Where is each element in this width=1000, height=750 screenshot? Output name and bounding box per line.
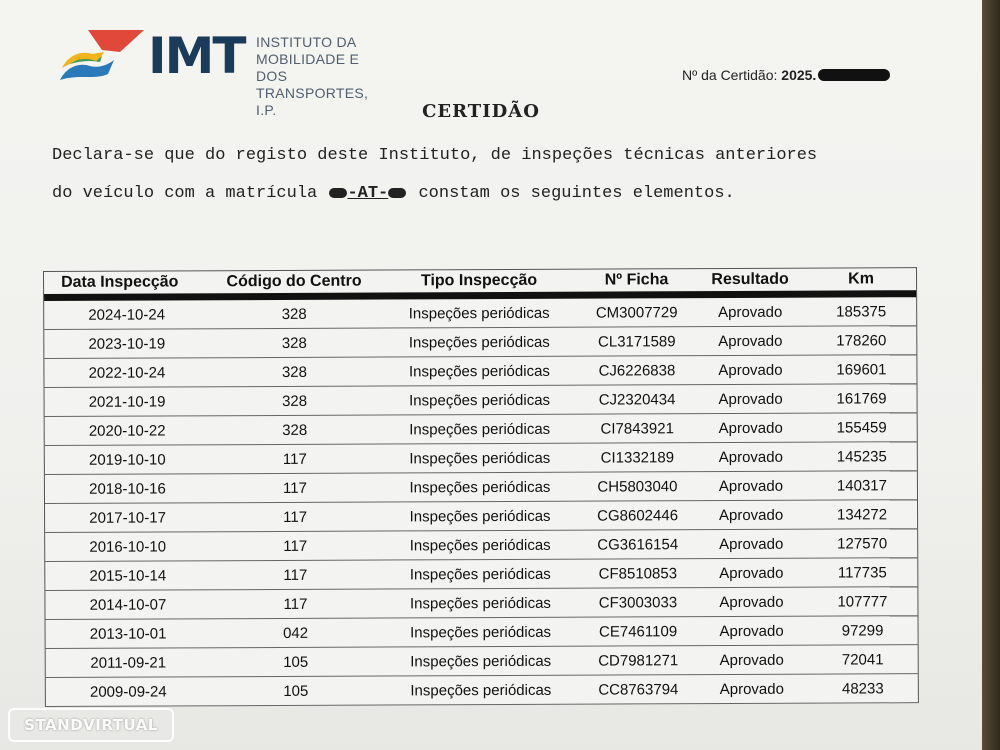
cell-type: Inspeções periódicas: [409, 507, 551, 525]
cell-sheet-no: CF3003033: [598, 593, 678, 612]
cell-km: 140317: [836, 476, 888, 495]
cell-type: Inspeções periódicas: [409, 449, 551, 467]
cell-date: 2009-09-24: [89, 682, 167, 701]
cell-type: Inspeções periódicas: [410, 681, 552, 699]
cell-result: Aprovado: [718, 448, 783, 466]
col-header-result: Resultado: [711, 270, 789, 289]
col-header-date: Data Inspecção: [61, 273, 179, 291]
cell-date: 2015-10-14: [89, 566, 167, 585]
cell-sheet-no: CG8602446: [597, 506, 679, 525]
declaration-line-2-start: do veículo com a matrícula: [52, 184, 318, 203]
table-row: [45, 587, 917, 620]
table-row: [44, 326, 916, 359]
cell-result: Aprovado: [719, 622, 784, 640]
col-header-km: Km: [848, 270, 874, 288]
cell-type: Inspeções periódicas: [409, 565, 551, 583]
certificate-number-value: 2025.: [781, 67, 817, 83]
cell-sheet-no: CJ6226838: [598, 361, 676, 380]
certificate-number: [682, 67, 890, 83]
table-row: [45, 529, 917, 562]
cell-result: Aprovado: [718, 477, 784, 495]
cell-type: Inspeções periódicas: [409, 420, 551, 438]
cell-date: 2011-09-21: [90, 653, 167, 672]
cell-center-code: 117: [283, 537, 308, 555]
plate-redaction-left: [329, 188, 347, 198]
col-header-sheet-no: Nº Ficha: [604, 271, 669, 289]
cell-type: Inspeções periódicas: [408, 304, 550, 322]
cell-result: Aprovado: [718, 332, 783, 350]
cell-km: 134272: [837, 505, 888, 524]
cell-center-code: 117: [283, 595, 308, 613]
cell-sheet-no: CH5803040: [597, 477, 678, 496]
cell-km: 169601: [836, 360, 887, 379]
cell-type: Inspeções periódicas: [410, 623, 552, 641]
cell-sheet-no: CG3616154: [597, 535, 679, 554]
table-row: [46, 645, 918, 678]
cell-center-code: 328: [282, 421, 308, 439]
cell-sheet-no: CD7981271: [598, 651, 679, 670]
cell-sheet-no: CL3171589: [597, 332, 676, 351]
institute-line-1: INSTITUTO DA: [256, 34, 357, 50]
table-row: [45, 500, 917, 533]
cell-type: Inspeções periódicas: [409, 391, 551, 409]
cell-type: Inspeções periódicas: [408, 333, 550, 351]
cell-date: 2019-10-10: [88, 450, 166, 469]
cell-center-code: 117: [282, 479, 307, 497]
cell-km: 161769: [836, 389, 887, 408]
cell-km: 72041: [841, 650, 884, 669]
cell-date: 2022-10-24: [88, 363, 166, 382]
cell-center-code: 328: [281, 363, 307, 381]
plate-middle: -AT-: [347, 184, 389, 203]
cell-result: Aprovado: [718, 419, 783, 437]
cell-result: Aprovado: [718, 303, 783, 321]
col-header-center-code: Código do Centro: [226, 272, 362, 291]
col-header-type: Tipo Inspecção: [420, 271, 538, 290]
cell-result: Aprovado: [719, 535, 784, 553]
cell-km: 107777: [837, 592, 888, 611]
cell-km: 97299: [841, 621, 884, 640]
cell-km: 117735: [837, 563, 887, 582]
institute-line-3: TRANSPORTES, I.P.: [256, 85, 369, 118]
table-row: [44, 297, 916, 330]
cell-sheet-no: CF8510853: [598, 564, 678, 583]
cell-date: 2016-10-10: [89, 537, 167, 556]
imt-logo: [58, 27, 388, 118]
license-plate: [327, 184, 408, 203]
cell-center-code: 117: [282, 450, 307, 468]
declaration-line-1: Declara-se que do registo deste Instituto, de inspeções técnicas anteriores: [52, 146, 818, 165]
cell-km: 145235: [836, 447, 887, 466]
cell-km: 48233: [841, 679, 884, 698]
cell-sheet-no: CE7461109: [598, 622, 678, 641]
cell-km: 185375: [836, 302, 887, 321]
cell-sheet-no: CI7843921: [600, 419, 674, 438]
declaration-line-2: [52, 184, 932, 203]
cell-center-code: 042: [283, 624, 309, 642]
imt-logo-wordmark: IMT: [148, 27, 245, 85]
cell-center-code: 105: [283, 682, 309, 700]
table-row: [45, 471, 917, 504]
cell-sheet-no: CM3007729: [595, 303, 678, 322]
cell-date: 2017-10-17: [89, 508, 166, 527]
cell-center-code: 328: [282, 392, 308, 410]
table-row: [46, 616, 918, 649]
cell-result: Aprovado: [718, 506, 784, 524]
background-edge: [982, 0, 1000, 750]
cell-type: Inspeções periódicas: [409, 536, 551, 554]
cell-type: Inspeções periódicas: [408, 362, 550, 380]
cell-result: Aprovado: [719, 680, 784, 698]
page-title: CERTIDÃO: [422, 101, 540, 122]
cell-result: Aprovado: [718, 361, 783, 379]
table-row: [45, 384, 917, 417]
cell-date: 2023-10-19: [88, 334, 166, 353]
cell-type: Inspeções periódicas: [410, 652, 552, 670]
inspections-table: [43, 267, 919, 707]
cell-sheet-no: CI1332189: [600, 448, 675, 467]
table-body: [44, 297, 918, 707]
cell-type: Inspeções periódicas: [409, 594, 551, 612]
cell-date: 2018-10-16: [89, 479, 166, 498]
cell-result: Aprovado: [719, 651, 784, 669]
cell-center-code: 328: [281, 334, 307, 352]
cell-km: 178260: [836, 331, 887, 350]
imt-logo-mark-icon: [58, 28, 148, 84]
cell-date: 2021-10-19: [88, 392, 166, 411]
certificate-number-label: Nº da Certidão:: [682, 67, 778, 83]
table-header: [44, 268, 916, 301]
cell-type: Inspeções periódicas: [409, 478, 551, 496]
cell-date: 2020-10-22: [88, 421, 166, 440]
cell-km: 155459: [836, 418, 887, 437]
watermark-logo: STANDVIRTUAL: [8, 708, 174, 742]
cell-result: Aprovado: [718, 390, 783, 408]
plate-redaction-right: [388, 188, 406, 198]
table-row: [46, 674, 918, 707]
declaration-line-2-end: constam os seguintes elementos.: [418, 184, 735, 203]
cell-sheet-no: CC8763794: [598, 680, 679, 699]
table-row: [44, 355, 916, 388]
table-row: [45, 442, 917, 475]
cell-date: 2014-10-07: [89, 595, 167, 614]
table-row: [45, 558, 917, 591]
table-row: [45, 413, 917, 446]
cell-km: 127570: [837, 534, 888, 553]
redaction-mark: [818, 69, 890, 81]
cell-result: Aprovado: [719, 564, 784, 582]
institute-line-2: MOBILIDADE E DOS: [256, 51, 360, 84]
cell-center-code: 328: [281, 305, 307, 323]
cell-date: 2013-10-01: [89, 624, 167, 643]
cell-center-code: 117: [283, 566, 308, 584]
cell-center-code: 105: [283, 653, 309, 671]
cell-result: Aprovado: [719, 593, 784, 611]
cell-center-code: 117: [283, 508, 308, 526]
cell-date: 2024-10-24: [88, 305, 166, 324]
cell-sheet-no: CJ2320434: [598, 390, 676, 409]
